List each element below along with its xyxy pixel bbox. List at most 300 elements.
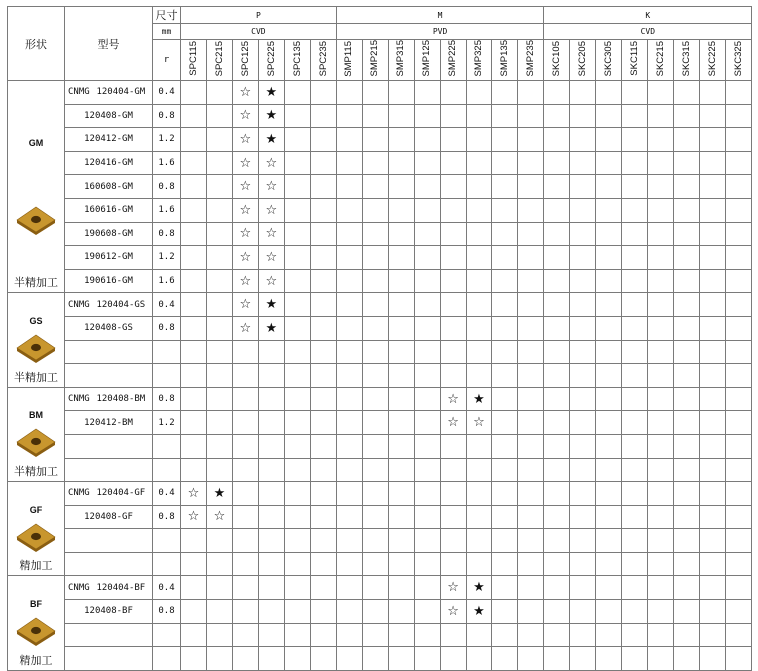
grade-mark-cell [518, 151, 544, 175]
grade-mark-cell [648, 246, 674, 270]
grade-mark-cell [622, 529, 648, 553]
grade-label: SKC315 [680, 40, 692, 77]
model-number: 160616-GM [84, 205, 133, 216]
grade-mark-cell [622, 458, 648, 482]
grade-mark-cell [310, 104, 336, 128]
grade-mark-cell [258, 387, 284, 411]
available-star-icon: ☆ [232, 316, 258, 340]
model-cell [65, 104, 153, 128]
grade-mark-cell [336, 647, 362, 671]
grade-header-spc115 [181, 40, 207, 81]
grade-header-skc205 [570, 40, 596, 81]
grade-mark-cell [544, 387, 570, 411]
grade-mark-cell [518, 128, 544, 152]
grade-mark-cell [570, 458, 596, 482]
grade-mark-cell [726, 246, 752, 270]
grade-mark-cell [206, 340, 232, 364]
grade-mark-cell [206, 316, 232, 340]
grade-mark-cell [544, 482, 570, 506]
grade-mark-cell [544, 104, 570, 128]
grade-mark-cell [518, 104, 544, 128]
grade-mark-cell [258, 623, 284, 647]
grade-header-smp225 [440, 40, 466, 81]
grade-mark-cell [492, 269, 518, 293]
grade-mark-cell [596, 623, 622, 647]
table-row [8, 198, 752, 222]
grade-mark-cell [310, 387, 336, 411]
model-prefix: CNMG [68, 87, 90, 98]
grade-mark-cell [414, 434, 440, 458]
available-star-icon: ☆ [181, 505, 207, 529]
grade-mark-cell [596, 151, 622, 175]
available-star-icon: ☆ [258, 222, 284, 246]
coating-k-header: CVD [544, 24, 752, 40]
available-star-icon: ☆ [258, 175, 284, 199]
grade-selection-table [7, 6, 752, 671]
grade-label: SKC305 [603, 40, 615, 77]
grade-mark-cell [726, 623, 752, 647]
available-star-icon: ☆ [232, 246, 258, 270]
grade-mark-cell [336, 623, 362, 647]
grade-mark-cell [674, 81, 700, 105]
material-p-header: P [181, 7, 337, 24]
grade-mark-cell [284, 647, 310, 671]
grade-mark-cell [336, 576, 362, 600]
shape-cell-gm [8, 81, 65, 293]
table-row [8, 222, 752, 246]
grade-mark-cell [388, 529, 414, 553]
recommended-star-icon: ★ [206, 482, 232, 506]
grade-mark-cell [414, 647, 440, 671]
grade-mark-cell [518, 505, 544, 529]
grade-mark-cell [544, 364, 570, 388]
grade-mark-cell [674, 387, 700, 411]
radius-cell [153, 529, 181, 553]
grade-mark-cell [544, 151, 570, 175]
grade-mark-cell [700, 316, 726, 340]
model-cell [65, 529, 153, 553]
grade-mark-cell [674, 434, 700, 458]
grade-mark-cell [492, 434, 518, 458]
model-cell [65, 175, 153, 199]
grade-mark-cell [726, 411, 752, 435]
grade-mark-cell [726, 576, 752, 600]
model-prefix: CNMG [68, 488, 90, 499]
grade-mark-cell [648, 411, 674, 435]
shape-cell-bf [8, 576, 65, 670]
grade-mark-cell [726, 128, 752, 152]
grade-mark-cell [466, 198, 492, 222]
grade-mark-cell [284, 198, 310, 222]
grade-mark-cell [674, 222, 700, 246]
grade-mark-cell [232, 647, 258, 671]
grade-mark-cell [284, 387, 310, 411]
grade-mark-cell [336, 505, 362, 529]
grade-mark-cell [414, 151, 440, 175]
grade-mark-cell [700, 340, 726, 364]
model-cell [65, 647, 153, 671]
grade-mark-cell [206, 576, 232, 600]
table-row [8, 293, 752, 317]
grade-mark-cell [362, 175, 388, 199]
recommended-star-icon: ★ [258, 316, 284, 340]
grade-mark-cell [206, 647, 232, 671]
grade-mark-cell [362, 552, 388, 576]
grade-mark-cell [518, 623, 544, 647]
model-cell [65, 198, 153, 222]
grade-mark-cell [336, 482, 362, 506]
radius-cell [153, 364, 181, 388]
grade-mark-cell [596, 482, 622, 506]
grade-mark-cell [570, 246, 596, 270]
grade-mark-cell [284, 128, 310, 152]
grade-mark-cell [648, 458, 674, 482]
grade-mark-cell [648, 316, 674, 340]
grade-mark-cell [544, 647, 570, 671]
grade-mark-cell [726, 434, 752, 458]
grade-mark-cell [232, 482, 258, 506]
grade-mark-cell [206, 246, 232, 270]
grade-mark-cell [570, 505, 596, 529]
grade-mark-cell [596, 411, 622, 435]
grade-mark-cell [596, 246, 622, 270]
grade-mark-cell [206, 104, 232, 128]
grade-mark-cell [622, 552, 648, 576]
grade-mark-cell [492, 293, 518, 317]
grade-mark-cell [206, 387, 232, 411]
model-number: 120408-GF [84, 511, 133, 522]
grade-label: SMP235 [525, 40, 537, 77]
table-row [8, 647, 752, 671]
grade-mark-cell [648, 340, 674, 364]
grade-mark-cell [284, 552, 310, 576]
grade-mark-cell [362, 269, 388, 293]
grade-mark-cell [284, 576, 310, 600]
grade-mark-cell [181, 340, 207, 364]
grade-mark-cell [466, 340, 492, 364]
available-star-icon: ☆ [258, 269, 284, 293]
grade-mark-cell [648, 623, 674, 647]
grade-mark-cell [518, 364, 544, 388]
grade-mark-cell [596, 293, 622, 317]
grade-mark-cell [596, 576, 622, 600]
radius-cell: 0.4 [153, 576, 181, 600]
table-row [8, 81, 752, 105]
grade-mark-cell [206, 623, 232, 647]
available-star-icon: ☆ [232, 293, 258, 317]
grade-mark-cell [622, 482, 648, 506]
machining-type-label: 半精加工 [14, 277, 58, 290]
grade-mark-cell [622, 340, 648, 364]
grade-label: SPC125 [239, 40, 251, 77]
grade-mark-cell [284, 482, 310, 506]
grade-mark-cell [310, 600, 336, 624]
grade-mark-cell [181, 151, 207, 175]
grade-mark-cell [336, 552, 362, 576]
grade-mark-cell [388, 458, 414, 482]
grade-mark-cell [388, 81, 414, 105]
grade-mark-cell [440, 482, 466, 506]
grade-mark-cell [570, 81, 596, 105]
grade-mark-cell [544, 198, 570, 222]
available-star-icon: ☆ [258, 198, 284, 222]
grade-mark-cell [440, 623, 466, 647]
material-m-header: M [336, 7, 544, 24]
grade-mark-cell [362, 623, 388, 647]
grade-mark-cell [414, 576, 440, 600]
grade-mark-cell [700, 552, 726, 576]
grade-mark-cell [648, 387, 674, 411]
table-row [8, 623, 752, 647]
table-row [8, 151, 752, 175]
grade-mark-cell [596, 198, 622, 222]
grade-mark-cell [258, 600, 284, 624]
grade-mark-cell [388, 151, 414, 175]
recommended-star-icon: ★ [258, 81, 284, 105]
grade-mark-cell [414, 552, 440, 576]
model-cell [65, 434, 153, 458]
grade-mark-cell [414, 269, 440, 293]
shape-code: GF [29, 504, 43, 515]
grade-mark-cell [284, 529, 310, 553]
grade-mark-cell [310, 81, 336, 105]
grade-mark-cell [518, 293, 544, 317]
grade-mark-cell [726, 316, 752, 340]
grade-mark-cell [544, 81, 570, 105]
machining-type-label: 半精加工 [14, 371, 58, 384]
grade-mark-cell [232, 600, 258, 624]
grade-mark-cell [440, 293, 466, 317]
grade-label: SPC225 [265, 40, 277, 77]
grade-mark-cell [206, 458, 232, 482]
grade-label: SMP225 [447, 40, 459, 77]
grade-mark-cell [622, 198, 648, 222]
grade-mark-cell [388, 505, 414, 529]
grade-mark-cell [388, 647, 414, 671]
grade-mark-cell [440, 246, 466, 270]
model-number: 120404-BF [96, 582, 146, 593]
grade-mark-cell [596, 364, 622, 388]
grade-mark-cell [596, 600, 622, 624]
grade-mark-cell [518, 576, 544, 600]
model-cell [65, 387, 153, 411]
grade-mark-cell [181, 387, 207, 411]
grade-mark-cell [232, 387, 258, 411]
radius-cell: 0.4 [153, 482, 181, 506]
grade-mark-cell [466, 269, 492, 293]
grade-mark-cell [388, 128, 414, 152]
grade-mark-cell [596, 552, 622, 576]
cnmg-insert-icon [14, 426, 58, 458]
grade-mark-cell [518, 647, 544, 671]
grade-mark-cell [492, 104, 518, 128]
cnmg-insert-icon [14, 332, 58, 364]
grade-mark-cell [414, 246, 440, 270]
grade-mark-cell [232, 411, 258, 435]
grade-mark-cell [181, 316, 207, 340]
grade-mark-cell [492, 458, 518, 482]
grade-header-smp315 [388, 40, 414, 81]
grade-mark-cell [492, 316, 518, 340]
grade-mark-cell [518, 175, 544, 199]
grade-mark-cell [181, 293, 207, 317]
grade-mark-cell [181, 222, 207, 246]
grade-mark-cell [336, 246, 362, 270]
radius-cell: 1.2 [153, 246, 181, 270]
grade-mark-cell [570, 623, 596, 647]
grade-mark-cell [181, 175, 207, 199]
grade-mark-cell [336, 387, 362, 411]
grade-mark-cell [440, 128, 466, 152]
model-cell [65, 316, 153, 340]
grade-mark-cell [674, 175, 700, 199]
radius-cell: 0.8 [153, 104, 181, 128]
grade-mark-cell [414, 387, 440, 411]
grade-mark-cell [310, 364, 336, 388]
grade-mark-cell [492, 246, 518, 270]
grade-label: SKC225 [706, 40, 718, 77]
grade-mark-cell [284, 269, 310, 293]
grade-selection-table-wrapper [7, 6, 752, 671]
grade-mark-cell [466, 128, 492, 152]
grade-mark-cell [726, 293, 752, 317]
grade-mark-cell [622, 387, 648, 411]
grade-mark-cell [362, 246, 388, 270]
grade-mark-cell [206, 529, 232, 553]
grade-mark-cell [726, 364, 752, 388]
grade-label: SPC135 [291, 40, 303, 77]
grade-mark-cell [440, 458, 466, 482]
radius-cell [153, 340, 181, 364]
radius-cell: 0.8 [153, 387, 181, 411]
table-row [8, 576, 752, 600]
recommended-star-icon: ★ [258, 293, 284, 317]
grade-mark-cell [622, 411, 648, 435]
grade-mark-cell [388, 175, 414, 199]
grade-mark-cell [258, 552, 284, 576]
radius-cell: 1.2 [153, 128, 181, 152]
coating-p-header: CVD [181, 24, 337, 40]
grade-mark-cell [648, 529, 674, 553]
grade-mark-cell [570, 364, 596, 388]
table-row [8, 482, 752, 506]
grade-mark-cell [726, 505, 752, 529]
grade-mark-cell [726, 340, 752, 364]
grade-mark-cell [544, 293, 570, 317]
grade-mark-cell [544, 529, 570, 553]
grade-mark-cell [622, 269, 648, 293]
grade-mark-cell [466, 552, 492, 576]
table-row [8, 246, 752, 270]
grade-mark-cell [388, 482, 414, 506]
grade-mark-cell [466, 623, 492, 647]
grade-mark-cell [362, 81, 388, 105]
grade-mark-cell [336, 293, 362, 317]
grade-mark-cell [336, 458, 362, 482]
radius-cell: 1.6 [153, 269, 181, 293]
model-cell [65, 269, 153, 293]
grade-mark-cell [414, 364, 440, 388]
grade-mark-cell [596, 647, 622, 671]
grade-mark-cell [310, 246, 336, 270]
grade-mark-cell [622, 364, 648, 388]
table-row [8, 269, 752, 293]
grade-mark-cell [544, 411, 570, 435]
grade-mark-cell [700, 434, 726, 458]
grade-mark-cell [648, 647, 674, 671]
grade-mark-cell [648, 552, 674, 576]
grade-mark-cell [518, 222, 544, 246]
grade-mark-cell [726, 151, 752, 175]
grade-mark-cell [414, 81, 440, 105]
grade-mark-cell [570, 128, 596, 152]
grade-mark-cell [622, 505, 648, 529]
grade-header-spc135 [284, 40, 310, 81]
grade-mark-cell [310, 623, 336, 647]
grade-mark-cell [544, 600, 570, 624]
radius-cell: 1.6 [153, 198, 181, 222]
grade-mark-cell [648, 175, 674, 199]
grade-mark-cell [310, 269, 336, 293]
grade-mark-cell [310, 175, 336, 199]
grade-mark-cell [181, 128, 207, 152]
grade-label: SPC235 [317, 40, 329, 77]
model-number: 190608-GM [84, 228, 133, 239]
grade-mark-cell [388, 600, 414, 624]
grade-mark-cell [466, 482, 492, 506]
grade-mark-cell [700, 411, 726, 435]
table-row [8, 340, 752, 364]
grade-mark-cell [518, 482, 544, 506]
radius-cell [153, 458, 181, 482]
available-star-icon: ☆ [258, 246, 284, 270]
grade-mark-cell [258, 505, 284, 529]
grade-mark-cell [492, 364, 518, 388]
grade-label: SMP135 [499, 40, 511, 77]
size-header: 尺寸 [153, 7, 181, 24]
grade-mark-cell [181, 269, 207, 293]
grade-mark-cell [570, 600, 596, 624]
material-k-header: K [544, 7, 752, 24]
table-row [8, 458, 752, 482]
radius-cell: 0.4 [153, 293, 181, 317]
shape-code: BF [30, 599, 42, 610]
grade-mark-cell [336, 340, 362, 364]
grade-mark-cell [310, 505, 336, 529]
grade-mark-cell [518, 458, 544, 482]
grade-mark-cell [284, 246, 310, 270]
available-star-icon: ☆ [258, 151, 284, 175]
grade-mark-cell [544, 269, 570, 293]
available-star-icon: ☆ [181, 482, 207, 506]
grade-header-smp235 [518, 40, 544, 81]
grade-mark-cell [388, 387, 414, 411]
grade-mark-cell [726, 104, 752, 128]
grade-mark-cell [622, 293, 648, 317]
model-cell [65, 222, 153, 246]
grade-mark-cell [518, 198, 544, 222]
size-unit-header: mm [153, 24, 181, 40]
grade-mark-cell [492, 552, 518, 576]
grade-mark-cell [570, 293, 596, 317]
machining-type-label: 精加工 [19, 654, 53, 667]
grade-mark-cell [622, 81, 648, 105]
grade-mark-cell [181, 246, 207, 270]
grade-mark-cell [570, 340, 596, 364]
grade-header-skc105 [544, 40, 570, 81]
grade-mark-cell [388, 246, 414, 270]
grade-mark-cell [466, 316, 492, 340]
